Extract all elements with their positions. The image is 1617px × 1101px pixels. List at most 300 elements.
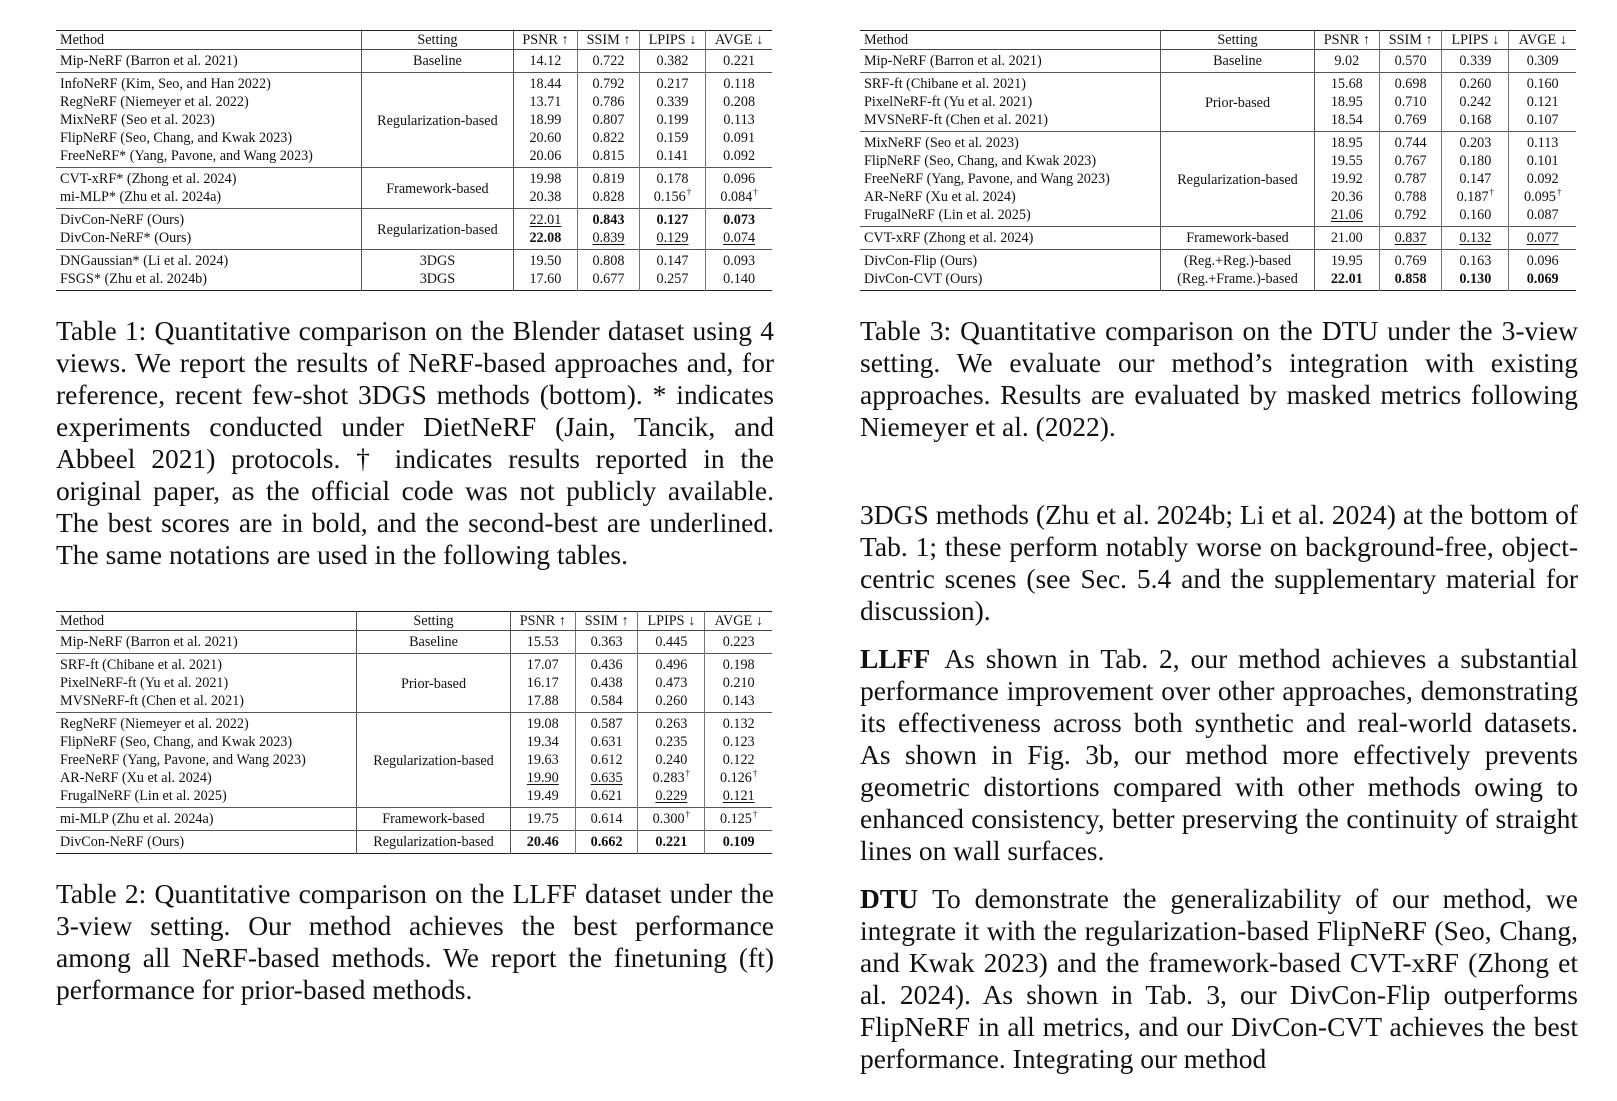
metric-value: 22.08 (529, 230, 562, 246)
method-cell: FreeNeRF* (Yang, Pavone, and Wang 2023) (60, 148, 313, 164)
metric-cell (575, 831, 637, 854)
metric-value: 20.60 (529, 130, 562, 146)
table-group (56, 654, 772, 713)
metric-value: 0.339 (656, 94, 689, 110)
results-table-dtu (860, 30, 1578, 291)
metric-value: 0.129 (656, 230, 689, 246)
metric-cell (638, 674, 705, 692)
metric-value: 0.077 (1526, 230, 1559, 246)
metric-value: 0.635 (590, 770, 623, 786)
metric-cell (706, 73, 772, 94)
table-group (56, 73, 772, 168)
setting-cell: Regularization-based (362, 73, 513, 168)
metric-cell (1379, 250, 1441, 271)
setting-cell: Framework-based (362, 168, 513, 209)
metric-value: 0.822 (592, 130, 625, 146)
metric-value: 0.839 (592, 230, 625, 246)
method-cell: DivCon-CVT (Ours) (864, 271, 983, 287)
metric-cell (578, 209, 640, 230)
method-cell: FrugalNeRF (Lin et al. 2025) (60, 788, 227, 804)
method-cell: FlipNeRF (Seo, Chang, and Kwak 2023) (60, 130, 293, 146)
metric-value: 0.240 (655, 752, 688, 768)
metric-cell (1442, 132, 1509, 153)
dagger-mark: † (685, 809, 691, 820)
dagger-mark: † (1556, 187, 1562, 198)
metric-cell (575, 674, 637, 692)
method-cell: DivCon-Flip (Ours) (860, 250, 1161, 271)
method-cell: PixelNeRF-ft (Yu et al. 2021) (60, 675, 229, 691)
metric-value: 19.63 (526, 752, 559, 768)
metric-value: 0.109 (722, 834, 755, 850)
metric-value: 19.34 (526, 734, 559, 750)
metric-cell (1314, 206, 1379, 227)
table-group (56, 50, 772, 73)
metric-cell (638, 733, 705, 751)
metric-value: 0.126 (719, 770, 752, 786)
metric-cell (1442, 188, 1509, 206)
column-header: Method (860, 31, 1161, 50)
metric-value: 0.363 (590, 634, 623, 650)
metric-cell (1314, 188, 1379, 206)
metric-cell (706, 229, 772, 250)
method-cell: Mip-NeRF (Barron et al. 2021) (60, 634, 238, 650)
paragraph-dtu (860, 883, 1578, 1075)
metric-value: 0.096 (723, 171, 756, 187)
metric-cell (639, 50, 705, 73)
metric-value: 0.767 (1394, 153, 1427, 169)
metric-value: 0.113 (723, 112, 755, 128)
metric-cell (1442, 170, 1509, 188)
method-cell: InfoNeRF (Kim, Seo, and Han 2022) (56, 73, 362, 94)
setting-cell: Baseline (357, 631, 510, 654)
metric-value: 0.263 (655, 716, 688, 732)
metric-cell (578, 73, 640, 94)
paragraph-text: 3DGS methods (Zhu et al. 2024b; Li et al. 2024) at the bottom of Tab. 1; these perform notably worse on background-free, object-centric scenes (see Sec. 5.4 and the supplementary material for discussion). (860, 499, 1578, 626)
column-header: Method (56, 31, 362, 50)
results-table-llff (56, 611, 774, 854)
metric-value: 15.68 (1330, 76, 1363, 92)
metric-cell (1442, 227, 1509, 250)
metric-value: 0.121 (722, 788, 755, 804)
metric-cell (639, 111, 705, 129)
method-cell: FlipNeRF (Seo, Chang, and Kwak 2023) (60, 734, 293, 750)
metric-cell (1509, 132, 1576, 153)
metric-value: 0.260 (655, 693, 688, 709)
metric-cell (1379, 132, 1441, 153)
table-group (860, 132, 1576, 227)
metric-cell (705, 769, 772, 787)
metric-value: 0.091 (723, 130, 756, 146)
metric-value: 0.159 (656, 130, 689, 146)
metric-cell (1442, 206, 1509, 227)
metric-value: 20.38 (529, 189, 562, 205)
metric-value: 0.438 (590, 675, 623, 691)
column-header: Setting (1161, 31, 1314, 50)
table-row (56, 808, 772, 831)
table-2-caption: Table 2: Quantitative comparison on the LLFF dataset under the 3-view setting. Our method achieves the best performance among all NeRF-based methods. We report the finetuning (ft) performance for prior-based methods. (56, 878, 774, 1005)
metric-value: 0.143 (722, 693, 755, 709)
setting-cell: Prior-based (357, 654, 510, 713)
method-cell: MVSNeRF-ft (Chen et al. 2021) (864, 112, 1049, 128)
metric-cell (510, 692, 575, 713)
metric-value: 0.792 (592, 76, 625, 92)
metric-cell (1379, 270, 1441, 291)
metric-cell (1442, 152, 1509, 170)
metric-cell (578, 168, 640, 189)
column-header: LPIPS ↓ (1442, 31, 1509, 50)
metric-value: 0.339 (1459, 53, 1492, 69)
method-cell: DivCon-NeRF (Ours) (56, 831, 357, 854)
metric-cell (638, 769, 705, 787)
metric-value: 0.283 (652, 770, 685, 786)
column-header: PSNR ↑ (510, 612, 575, 631)
metric-cell (1314, 73, 1379, 94)
metric-value: 0.614 (590, 811, 623, 827)
metric-value: 17.88 (526, 693, 559, 709)
table-group (56, 250, 772, 291)
metric-value: 0.121 (1526, 94, 1559, 110)
metric-value: 0.815 (592, 148, 625, 164)
metric-value: 0.168 (1459, 112, 1492, 128)
metric-value: 0.828 (592, 189, 625, 205)
metric-cell (510, 787, 575, 808)
metric-value: 0.208 (723, 94, 756, 110)
metric-cell (1379, 73, 1441, 94)
metric-value: 0.698 (1394, 76, 1427, 92)
metric-cell (575, 631, 637, 654)
table-group (56, 631, 772, 654)
metric-cell (513, 188, 577, 209)
column-header: SSIM ↑ (578, 31, 640, 50)
metric-cell (706, 188, 772, 209)
metric-cell (575, 733, 637, 751)
metric-cell (639, 270, 705, 291)
metric-cell (639, 250, 705, 271)
metric-cell (513, 73, 577, 94)
method-cell: FrugalNeRF (Lin et al. 2025) (864, 207, 1031, 223)
method-cell: FSGS* (Zhu et al. 2024b) (60, 271, 207, 287)
results-table (860, 30, 1576, 291)
metric-value: 16.17 (526, 675, 559, 691)
setting-cell: (Reg.+Reg.)-based (1161, 250, 1314, 271)
metric-cell (1379, 152, 1441, 170)
table-group (56, 209, 772, 250)
metric-value: 0.807 (592, 112, 625, 128)
metric-value: 13.71 (529, 94, 562, 110)
metric-cell (578, 250, 640, 271)
metric-cell (1379, 206, 1441, 227)
metric-cell (1509, 152, 1576, 170)
metric-cell (638, 787, 705, 808)
metric-value: 0.130 (1459, 271, 1492, 287)
metric-cell (1379, 93, 1441, 111)
metric-cell (575, 654, 637, 675)
metric-cell (510, 654, 575, 675)
metric-cell (1509, 93, 1576, 111)
metric-value: 0.210 (722, 675, 755, 691)
metric-value: 17.07 (526, 657, 559, 673)
method-cell: DivCon-NeRF (Ours) (56, 209, 362, 230)
metric-value: 0.160 (1526, 76, 1559, 92)
method-cell: FreeNeRF (Yang, Pavone, and Wang 2023) (864, 171, 1110, 187)
metric-cell (510, 751, 575, 769)
metric-cell (1314, 132, 1379, 153)
metric-value: 20.46 (526, 834, 559, 850)
metric-value: 0.203 (1459, 135, 1492, 151)
metric-value: 0.156 (653, 189, 686, 205)
metric-value: 0.858 (1394, 271, 1427, 287)
dagger-mark: † (752, 809, 758, 820)
table-3-caption: Table 3: Quantitative comparison on the DTU under the 3-view setting. We evaluate our method’s integration with existing approaches. Results are evaluated by masked metrics following Niemeyer et al. (2022). (860, 315, 1578, 442)
metric-value: 0.445 (655, 634, 688, 650)
table-row (860, 227, 1576, 250)
metric-cell (705, 808, 772, 831)
metric-cell (706, 129, 772, 147)
metric-cell (706, 209, 772, 230)
metric-value: 19.50 (529, 253, 562, 269)
metric-value: 0.843 (592, 212, 625, 228)
metric-value: 0.710 (1394, 94, 1427, 110)
setting-cell: Baseline (362, 50, 513, 73)
column-header: LPIPS ↓ (638, 612, 705, 631)
metric-value: 0.722 (592, 53, 625, 69)
metric-value: 0.786 (592, 94, 625, 110)
metric-value: 0.769 (1394, 112, 1427, 128)
metric-cell (1379, 170, 1441, 188)
metric-cell (639, 188, 705, 209)
metric-cell (639, 209, 705, 230)
metric-cell (1509, 50, 1576, 73)
metric-value: 0.570 (1394, 53, 1427, 69)
metric-value: 18.44 (529, 76, 562, 92)
table-row (56, 168, 772, 189)
method-cell: AR-NeRF (Xu et al. 2024) (864, 189, 1016, 205)
metric-cell (638, 692, 705, 713)
method-cell: SRF-ft (Chibane et al. 2021) (56, 654, 357, 675)
metric-value: 22.01 (1330, 271, 1363, 287)
table-group (860, 227, 1576, 250)
method-cell: MixNeRF (Seo et al. 2023) (860, 132, 1161, 153)
metric-value: 0.140 (723, 271, 756, 287)
method-cell: DivCon-NeRF* (Ours) (60, 230, 192, 246)
metric-cell (510, 674, 575, 692)
dagger-mark: † (686, 187, 692, 198)
metric-value: 0.221 (655, 834, 688, 850)
metric-value: 0.101 (1526, 153, 1559, 169)
metric-cell (1509, 270, 1576, 291)
metric-value: 0.436 (590, 657, 623, 673)
metric-cell (1314, 111, 1379, 132)
setting-cell: 3DGS (362, 250, 513, 271)
column-header: AVGE ↓ (705, 612, 772, 631)
method-cell: RegNeRF (Niemeyer et al. 2022) (56, 713, 357, 734)
metric-cell (1442, 50, 1509, 73)
metric-cell (1314, 270, 1379, 291)
metric-cell (578, 229, 640, 250)
table-1-caption: Table 1: Quantitative comparison on the Blender dataset using 4 views. We report the results of NeRF-based approaches and, for reference, recent few-shot 3DGS methods (bottom). * indicates experiments conducted under DietNeRF (Jain, Tancik, and Abbeel 2021) protocols. † indicates results reported in the original paper, as the official code was not publicly available. The best scores are in bold, and the second-best are underlined. The same notations are used in the following tables. (56, 315, 774, 570)
table-header-row (860, 31, 1576, 50)
metric-cell (578, 93, 640, 111)
metric-value: 0.257 (656, 271, 689, 287)
metric-value: 0.122 (722, 752, 755, 768)
setting-cell: Regularization-based (357, 713, 510, 808)
metric-cell (513, 168, 577, 189)
metric-cell (1379, 188, 1441, 206)
metric-cell (1442, 270, 1509, 291)
right-column (860, 30, 1578, 1075)
metric-value: 0.242 (1459, 94, 1492, 110)
metric-cell (575, 751, 637, 769)
metric-cell (513, 129, 577, 147)
setting-cell: Regularization-based (1161, 132, 1314, 227)
metric-cell (575, 808, 637, 831)
metric-value: 0.084 (720, 189, 753, 205)
metric-cell (639, 73, 705, 94)
metric-cell (575, 769, 637, 787)
column-header: Setting (362, 31, 513, 50)
metric-value: 0.132 (1459, 230, 1492, 246)
metric-value: 0.235 (655, 734, 688, 750)
metric-cell (1314, 50, 1379, 73)
setting-cell: (Reg.+Frame.)-based (1161, 270, 1314, 291)
method-cell: mi-MLP (Zhu et al. 2024a) (56, 808, 357, 831)
metric-value: 19.08 (526, 716, 559, 732)
metric-cell (578, 147, 640, 168)
metric-value: 14.12 (529, 53, 562, 69)
column-header: SSIM ↑ (575, 612, 637, 631)
results-table-blender (56, 30, 774, 291)
dagger-mark: † (1489, 187, 1495, 198)
paragraph-text: To demonstrate the generalizability of our method, we integrate it with the regularization-based FlipNeRF (Seo, Chang, and Kwak 2023) and the framework-based CVT-xRF (Zhong et al. 2024). As shown in Tab. 3, our DivCon-Flip outperforms FlipNeRF in all metrics, and our DivCon-CVT achieves the best performance. Integrating our method (860, 883, 1578, 1074)
metric-value: 0.496 (655, 657, 688, 673)
metric-value: 0.584 (590, 693, 623, 709)
metric-value: 0.107 (1526, 112, 1559, 128)
table-row (56, 713, 772, 734)
metric-value: 9.02 (1334, 53, 1360, 69)
column-header: AVGE ↓ (706, 31, 772, 50)
metric-cell (1314, 227, 1379, 250)
paragraph-heading: DTU (860, 883, 919, 914)
setting-cell: Regularization-based (357, 831, 510, 854)
table-group (56, 168, 772, 209)
metric-value: 0.788 (1394, 189, 1427, 205)
metric-value: 0.473 (655, 675, 688, 691)
metric-cell (1509, 227, 1576, 250)
metric-cell (1442, 93, 1509, 111)
method-cell: PixelNeRF-ft (Yu et al. 2021) (864, 94, 1033, 110)
metric-cell (1442, 250, 1509, 271)
metric-cell (639, 129, 705, 147)
metric-cell (638, 713, 705, 734)
column-header: AVGE ↓ (1509, 31, 1576, 50)
metric-value: 0.612 (590, 752, 623, 768)
metric-value: 19.98 (529, 171, 562, 187)
paragraph-heading: LLFF (860, 643, 931, 674)
metric-cell (639, 168, 705, 189)
table-1 (56, 30, 774, 571)
table-row (56, 831, 772, 854)
metric-value: 0.069 (1526, 271, 1559, 287)
metric-cell (705, 733, 772, 751)
metric-value: 19.49 (526, 788, 559, 804)
metric-cell (638, 831, 705, 854)
left-column (56, 30, 774, 1006)
metric-value: 0.792 (1394, 207, 1427, 223)
metric-cell (1314, 93, 1379, 111)
table-group (56, 808, 772, 831)
metric-cell (510, 631, 575, 654)
metric-value: 19.55 (1330, 153, 1363, 169)
metric-value: 0.147 (656, 253, 689, 269)
metric-cell (706, 50, 772, 73)
column-header: Method (56, 612, 357, 631)
method-cell: RegNeRF (Niemeyer et al. 2022) (60, 94, 249, 110)
metric-value: 18.54 (1330, 112, 1363, 128)
table-header-row (56, 31, 772, 50)
table-row (860, 250, 1576, 271)
metric-value: 0.621 (590, 788, 623, 804)
metric-cell (1379, 227, 1441, 250)
table-3 (860, 30, 1578, 443)
table-row (860, 50, 1576, 73)
metric-cell (513, 111, 577, 129)
metric-value: 0.125 (719, 811, 752, 827)
metric-cell (705, 831, 772, 854)
metric-value: 0.093 (723, 253, 756, 269)
method-cell: Mip-NeRF (Barron et al. 2021) (60, 53, 238, 69)
metric-value: 0.073 (723, 212, 756, 228)
metric-cell (510, 831, 575, 854)
method-cell: MixNeRF (Seo et al. 2023) (60, 112, 215, 128)
metric-value: 0.147 (1459, 171, 1492, 187)
method-cell: DNGaussian* (Li et al. 2024) (56, 250, 362, 271)
metric-cell (639, 93, 705, 111)
metric-cell (705, 787, 772, 808)
metric-value: 19.90 (526, 770, 559, 786)
column-header: Setting (357, 612, 510, 631)
metric-cell (510, 808, 575, 831)
method-cell: FlipNeRF (Seo, Chang, and Kwak 2023) (864, 153, 1097, 169)
metric-cell (639, 229, 705, 250)
metric-cell (1509, 170, 1576, 188)
setting-cell: Baseline (1161, 50, 1314, 73)
table-group (56, 831, 772, 854)
results-table (56, 611, 772, 854)
metric-cell (1314, 152, 1379, 170)
metric-value: 19.92 (1330, 171, 1363, 187)
method-cell: AR-NeRF (Xu et al. 2024) (60, 770, 212, 786)
metric-cell (578, 270, 640, 291)
metric-cell (1379, 111, 1441, 132)
metric-cell (1509, 111, 1576, 132)
column-header: PSNR ↑ (513, 31, 577, 50)
column-header: LPIPS ↓ (639, 31, 705, 50)
table-row (860, 132, 1576, 153)
metric-value: 0.095 (1523, 189, 1556, 205)
column-header: SSIM ↑ (1379, 31, 1441, 50)
metric-cell (706, 147, 772, 168)
metric-cell (1442, 73, 1509, 94)
setting-cell: Prior-based (1161, 73, 1314, 132)
metric-value: 0.221 (723, 53, 756, 69)
setting-cell: 3DGS (362, 270, 513, 291)
dagger-mark: † (685, 768, 691, 779)
table-row (56, 250, 772, 271)
metric-cell (1379, 50, 1441, 73)
paragraph-3dgs (860, 499, 1578, 627)
metric-cell (510, 769, 575, 787)
metric-cell (638, 654, 705, 675)
